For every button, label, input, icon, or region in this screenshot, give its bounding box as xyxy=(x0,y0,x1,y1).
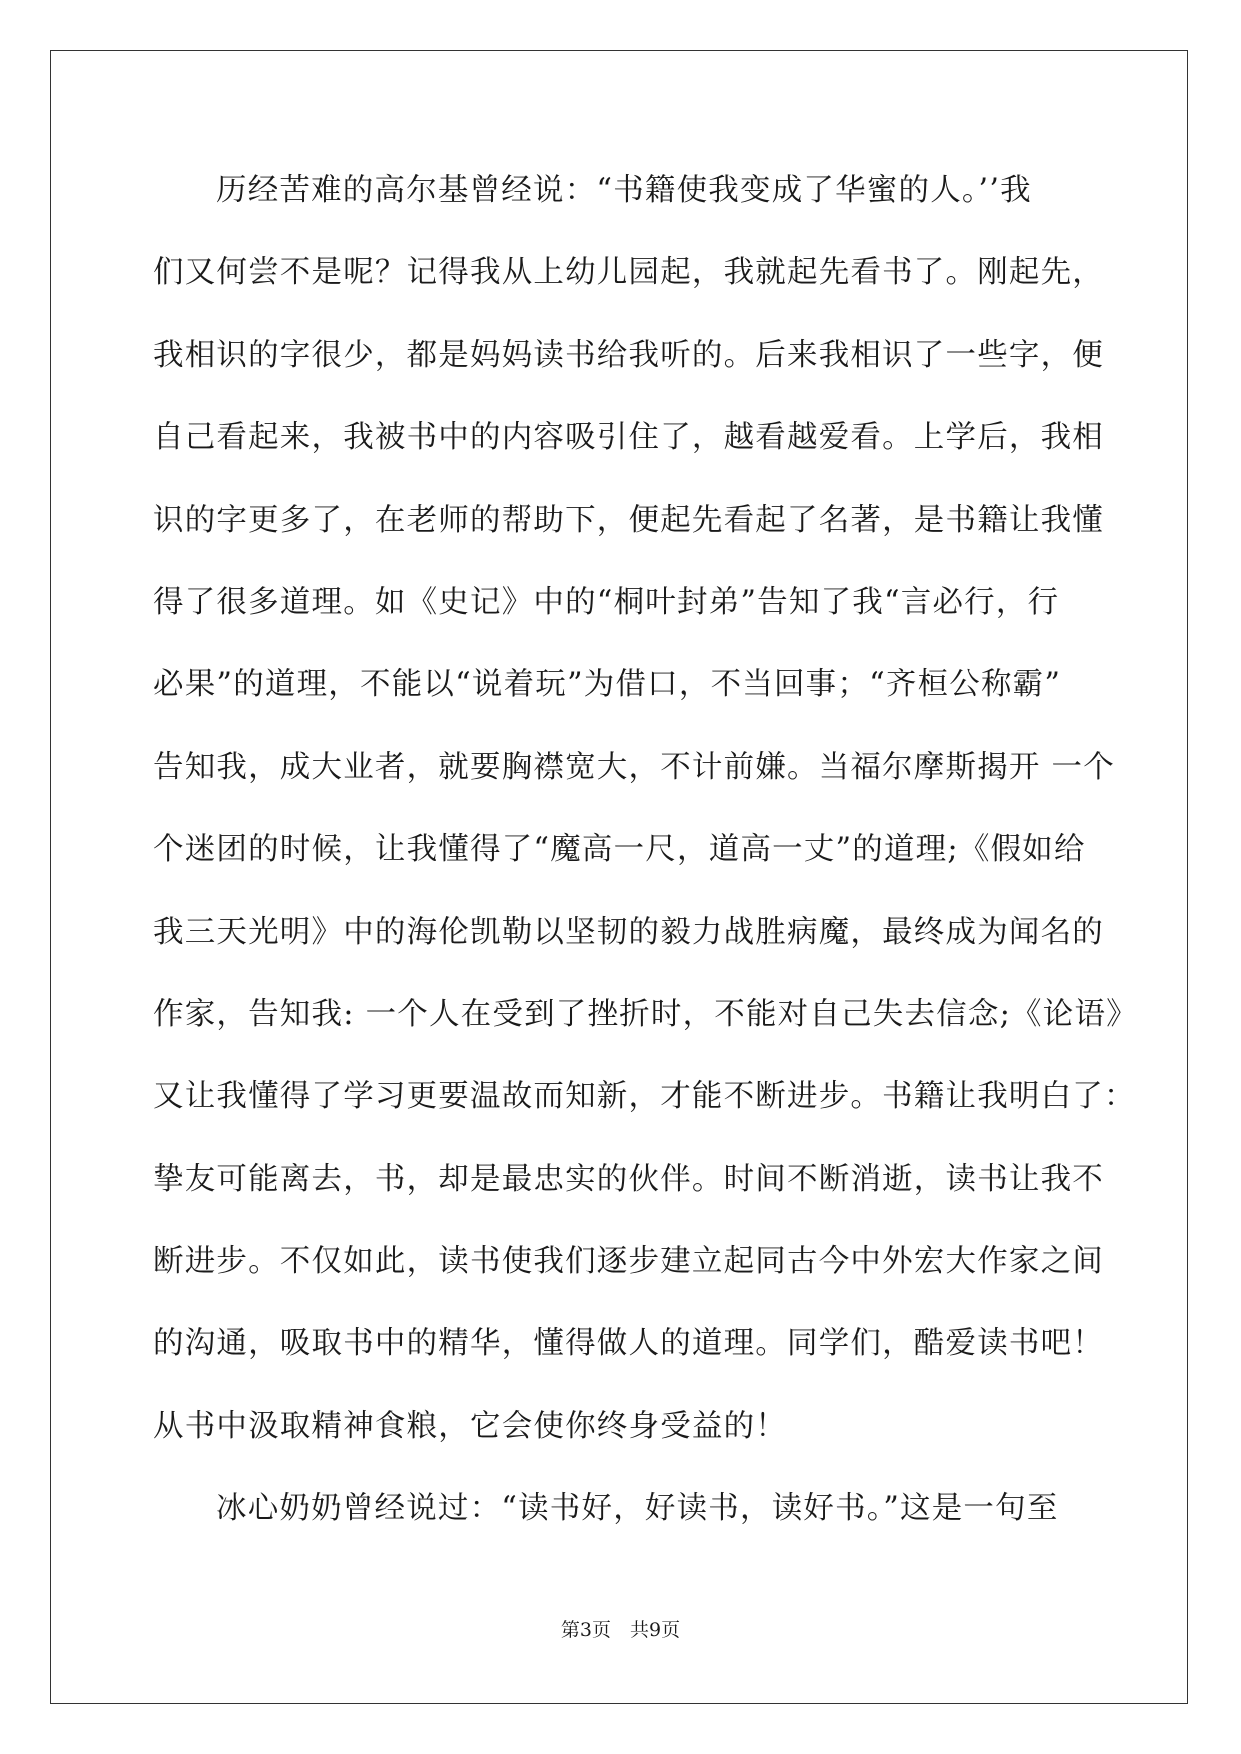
text-line: 自己看起来，我被书中的内容吸引住了，越看越爱看。上学后，我相 xyxy=(153,420,1104,456)
text-line: 告知我，成大业者，就要胸襟宽大，不计前嫌。当福尔摩斯揭开 一个 xyxy=(153,749,1115,785)
text-line: 作家，告知我: 一个人在受到了挫折时，不能对自己失去信念;《论语》 xyxy=(153,996,1138,1032)
text-line: 个迷团的时候，让我懂得了“魔高一尺，道高一丈”的道理;《假如给 xyxy=(153,832,1086,868)
text-line: 从书中汲取精神食粮，它会使你终身受益的！ xyxy=(153,1408,787,1444)
page-number-footer: 第3页 共9页 xyxy=(560,1619,681,1641)
text-line: 得了很多道理。如《史记》中的“桐叶封弟”告知了我“言必行，行 xyxy=(153,584,1060,620)
text-line: 必果”的道理，不能以“说着玩”为借口，不当回事；“齐桓公称霸” xyxy=(153,667,1062,703)
text-line: 们又何尝不是呢？记得我从上幼儿园起，我就起先看书了。刚起先， xyxy=(153,255,1104,291)
text-line: 断进步。不仅如此，读书使我们逐步建立起同古今中外宏大作家之间 xyxy=(153,1244,1104,1280)
text-line: 识的字更多了，在老师的帮助下，便起先看起了名著，是书籍让我懂 xyxy=(153,502,1104,538)
body-text xyxy=(153,160,1138,1561)
text-line: 的沟通，吸取书中的精华，懂得做人的道理。同学们，酷爱读书吧！ xyxy=(153,1326,1104,1362)
text-line: 又让我懂得了学习更要温故而知新，才能不断进步。书籍让我明白了： xyxy=(153,1079,1136,1115)
text-line: 我相识的字很少，都是妈妈读书给我听的。后来我相识了一些字，便 xyxy=(153,337,1104,373)
text-line: 我三天光明》中的海伦凯勒以坚韧的毅力战胜病魔，最终成为闻名的 xyxy=(153,914,1104,950)
text-line: 冰心奶奶曾经说过：“读书好，好读书，读好书。”这是一句至 xyxy=(216,1491,1059,1527)
text-line: 挚友可能离去，书，却是最忠实的伙伴。时间不断消逝，读书让我不 xyxy=(153,1161,1104,1197)
text-line: 历经苦难的高尔基曾经说：“书籍使我变成了华蜜的人。’’我 xyxy=(216,173,1032,208)
